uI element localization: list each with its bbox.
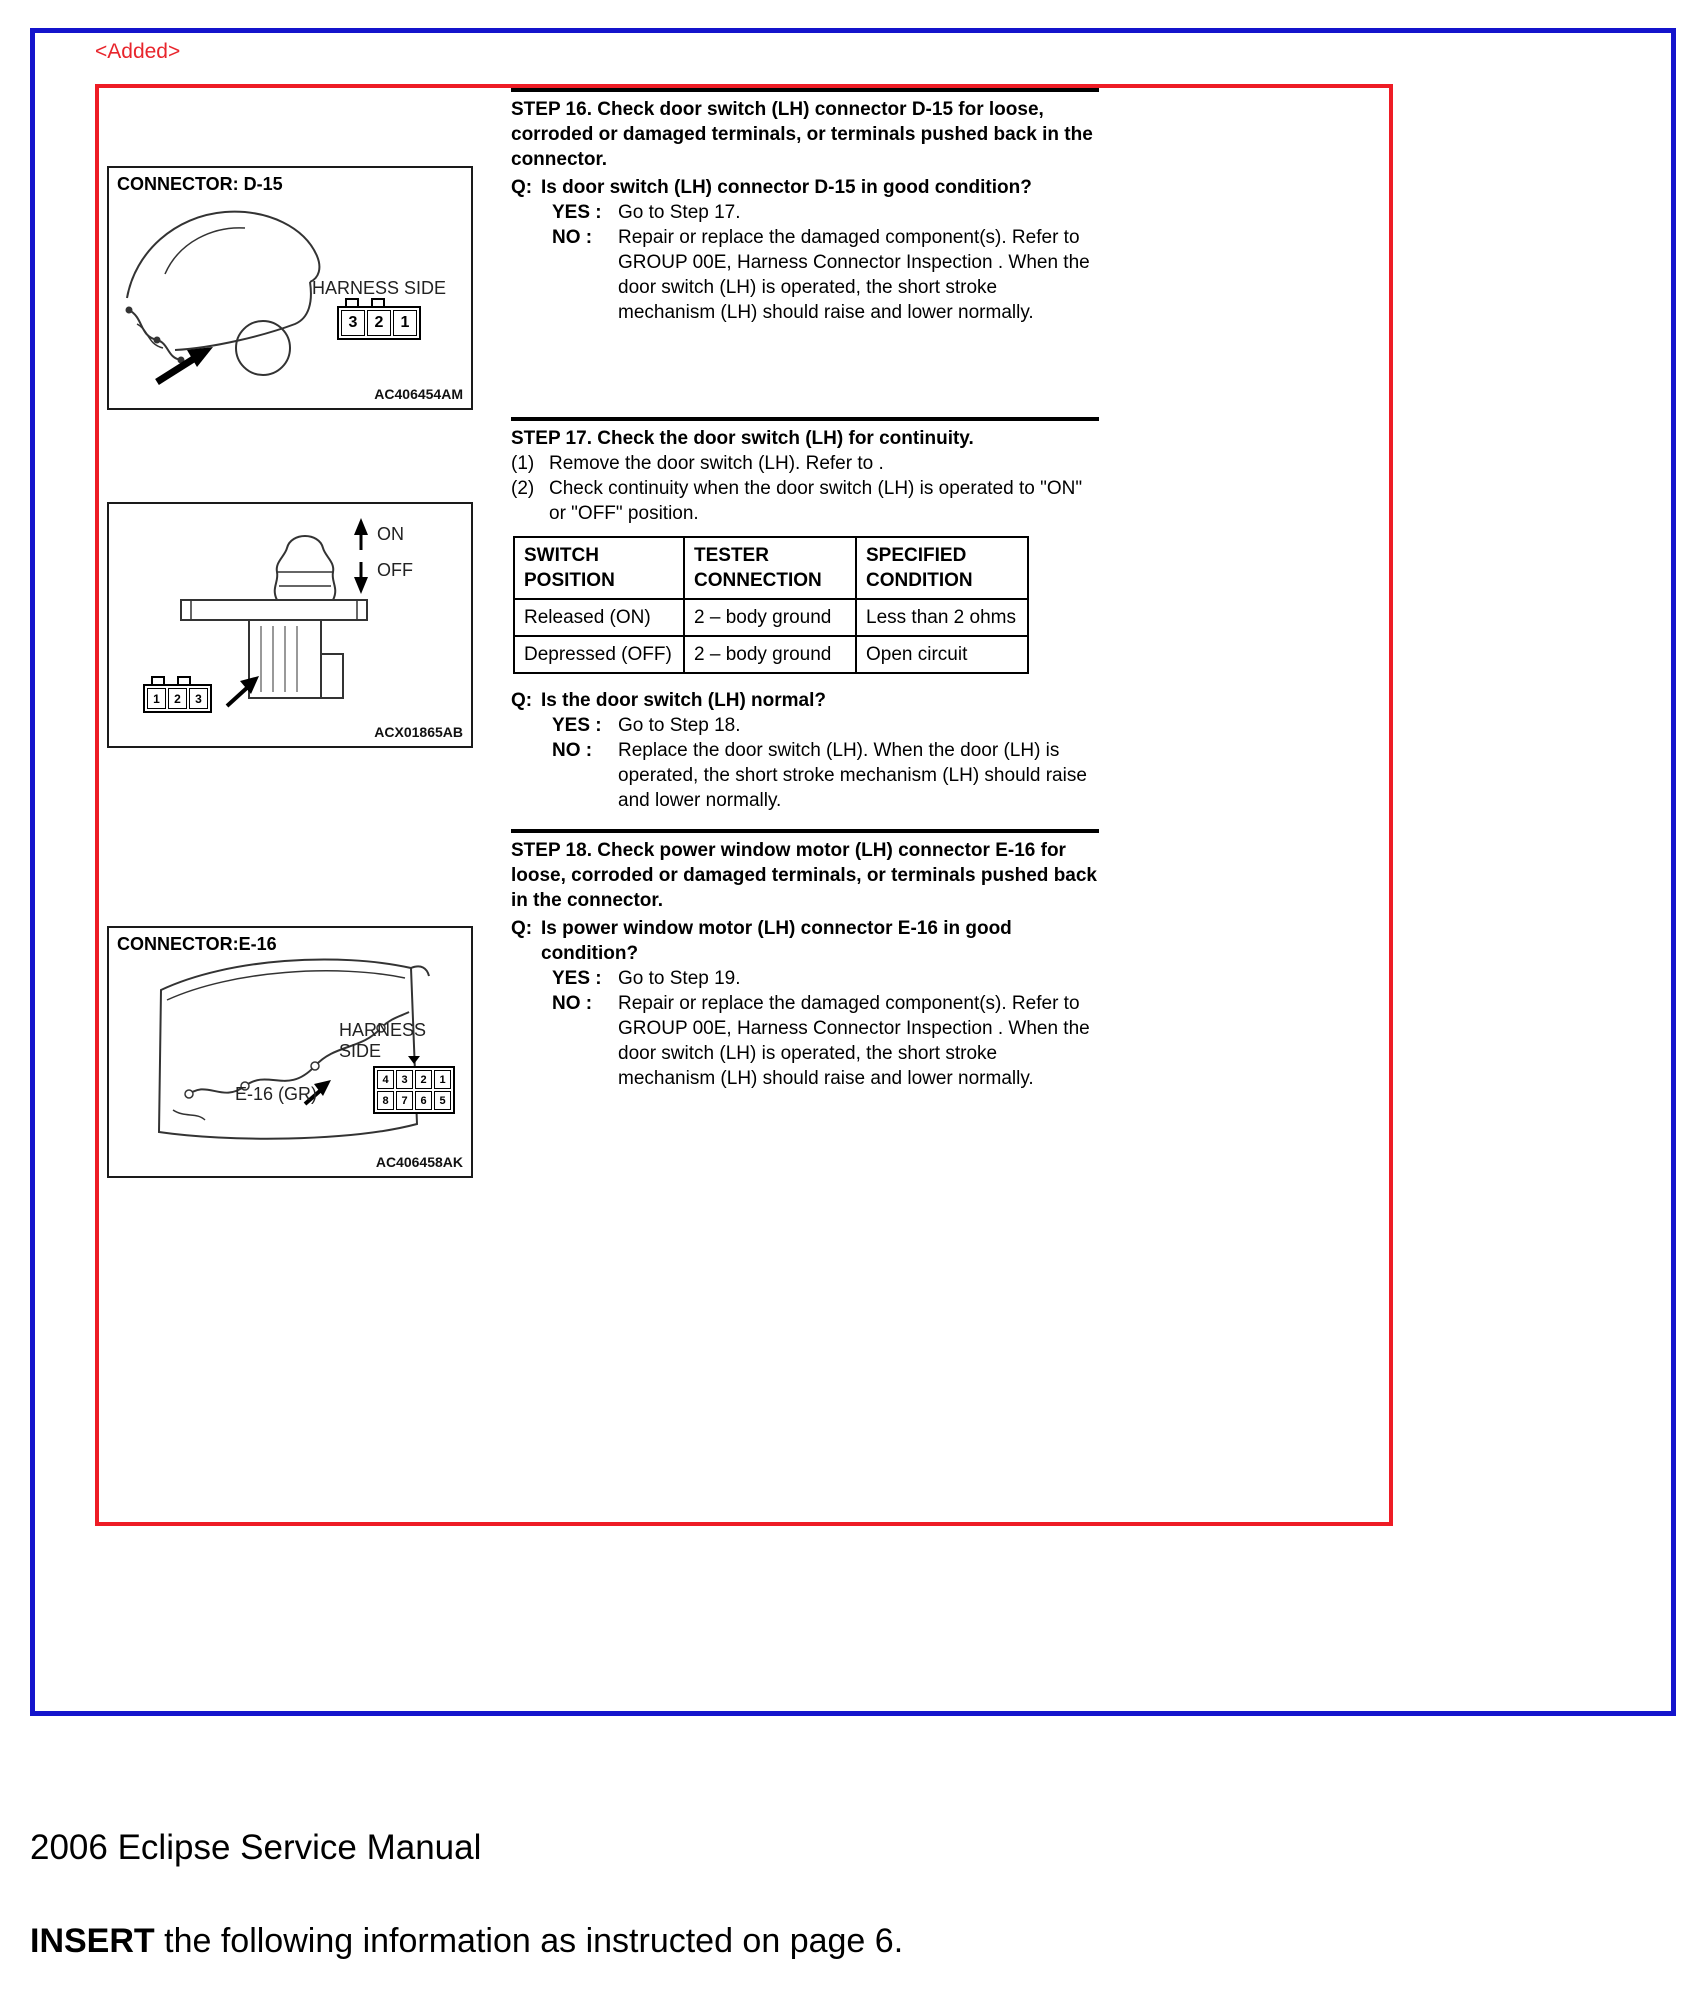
pin-number: 8 — [377, 1091, 394, 1110]
insert-rest: the following information as instructed on page 6. — [154, 1922, 904, 1960]
harness-side-label: HARNESS SIDE — [312, 278, 447, 298]
q-label: Q: — [511, 690, 533, 711]
pin-number: 2 — [168, 688, 187, 709]
item-number: (1) — [511, 453, 535, 474]
pin-number: 1 — [147, 688, 166, 709]
yes-label: YES : — [552, 715, 602, 736]
pin-number: 3 — [396, 1070, 413, 1089]
pin-number: 3 — [341, 310, 365, 336]
troubleshooting-steps — [511, 88, 1099, 1091]
item-text: Check continuity when the door switch (LH) is operated to "ON" or "OFF" position. — [549, 478, 1083, 524]
table-cell: 2 – body ground — [684, 599, 856, 636]
table-cell: Released (ON) — [514, 599, 684, 636]
yes-label: YES : — [552, 202, 602, 223]
step-16-section — [511, 88, 1099, 325]
step-18-section — [511, 829, 1099, 1091]
step-17-section — [511, 417, 1099, 813]
table-row — [514, 636, 1028, 673]
pin-number: 7 — [396, 1091, 413, 1110]
section-divider — [511, 88, 1099, 92]
table-cell: Less than 2 ohms — [856, 599, 1028, 636]
yes-text: Go to Step 18. — [618, 715, 741, 736]
yes-label: YES : — [552, 968, 602, 989]
table-cell: 2 – body ground — [684, 636, 856, 673]
connector-latch-tabs — [151, 676, 212, 684]
step-17-yes — [552, 713, 1099, 738]
inserted-content-frame — [95, 84, 1393, 1526]
step-16-yes — [552, 200, 1099, 225]
table-header: SWITCH POSITION — [514, 537, 684, 599]
pin-number: 1 — [393, 310, 417, 336]
no-label: NO : — [552, 227, 593, 248]
step-16-heading: STEP 16. Check door switch (LH) connector D-15 for loose, corroded or damaged terminals, or terminals pushed back in the connector. — [511, 99, 1093, 170]
item-text: Remove the door switch (LH). Refer to . — [549, 453, 884, 474]
figure-code: AC406458AK — [375, 1154, 463, 1170]
item-number: (2) — [511, 478, 535, 499]
figure-title: CONNECTOR:E-16 — [117, 934, 277, 954]
manual-title: 2006 Eclipse Service Manual — [30, 1828, 482, 1867]
section-divider — [511, 829, 1099, 833]
continuity-table — [513, 536, 1029, 674]
figure-connector-d15 — [107, 166, 473, 410]
step-16-no — [552, 225, 1099, 325]
step-18-no — [552, 991, 1099, 1091]
figure-code: AC406454AM — [374, 386, 463, 402]
no-label: NO : — [552, 993, 593, 1014]
table-header: TESTER CONNECTION — [684, 537, 856, 599]
step-17-no — [552, 738, 1099, 813]
insert-word: INSERT — [30, 1922, 155, 1960]
insert-instruction — [30, 1922, 903, 1961]
pin-number: 4 — [377, 1070, 394, 1089]
q-label: Q: — [511, 918, 533, 939]
pin-number: 6 — [415, 1091, 432, 1110]
question-text: Is power window motor (LH) connector E-16 in good condition? — [541, 918, 1012, 964]
switch-connector-pin-icon — [143, 676, 212, 713]
pin-number: 3 — [189, 688, 208, 709]
question-text: Is the door switch (LH) normal? — [541, 690, 827, 711]
switch-on-label: ON — [377, 524, 404, 544]
figure-door-switch — [107, 502, 473, 748]
step-17-heading: STEP 17. Check the door switch (LH) for continuity. — [511, 428, 974, 449]
pin-number: 5 — [434, 1091, 451, 1110]
table-header-row — [514, 537, 1028, 599]
pin-number: 1 — [434, 1070, 451, 1089]
step-18-heading: STEP 18. Check power window motor (LH) connector E-16 for loose, corroded or damaged terminals, or terminals pushed back in the connector. — [511, 840, 1097, 911]
pin-number: 2 — [415, 1070, 432, 1089]
figure-code: ACX01865AB — [374, 724, 463, 740]
switch-off-label: OFF — [377, 560, 413, 580]
yes-text: Go to Step 19. — [618, 968, 741, 989]
table-row — [514, 599, 1028, 636]
no-text: Replace the door switch (LH). When the door (LH) is operated, the short stroke mechanism (LH) should raise and lower normally. — [618, 740, 1087, 811]
section-divider — [511, 417, 1099, 421]
step-16-question — [511, 175, 1099, 200]
step-18-question — [511, 916, 1099, 966]
table-cell: Depressed (OFF) — [514, 636, 684, 673]
connector-latch-tabs — [345, 298, 421, 306]
pin-pointer-arrow — [408, 1056, 420, 1064]
pin-number: 2 — [367, 310, 391, 336]
table-cell: Open circuit — [856, 636, 1028, 673]
table-header: SPECIFIED CONDITION — [856, 537, 1028, 599]
figure-title: CONNECTOR: D-15 — [117, 174, 283, 194]
connector-d15-pin-icon — [337, 298, 421, 340]
no-text: Repair or replace the damaged component(s). Refer to GROUP 00E, Harness Connector Inspection . When the door switch (LH) is operated, the short stroke mechanism (LH) should raise and lower normally. — [618, 993, 1090, 1089]
no-label: NO : — [552, 740, 593, 761]
connector-name-label: E-16 (GR) — [235, 1084, 318, 1104]
step-18-yes — [552, 966, 1099, 991]
harness-side-label: HARNESS SIDE — [339, 1020, 427, 1061]
step-17-question — [511, 688, 1099, 713]
step-17-item-1 — [511, 451, 1099, 476]
step-17-item-2 — [511, 476, 1099, 526]
q-label: Q: — [511, 177, 533, 198]
figure-connector-e16 — [107, 926, 473, 1178]
added-label: <Added> — [95, 40, 181, 63]
question-text: Is door switch (LH) connector D-15 in good condition? — [541, 177, 1032, 198]
yes-text: Go to Step 17. — [618, 202, 741, 223]
door-switch-illustration — [109, 504, 475, 750]
no-text: Repair or replace the damaged component(s). Refer to GROUP 00E, Harness Connector Inspection . When the door switch (LH) is operated, the short stroke mechanism (LH) should raise and lower normally. — [618, 227, 1090, 323]
connector-e16-pin-icon — [373, 1056, 455, 1114]
